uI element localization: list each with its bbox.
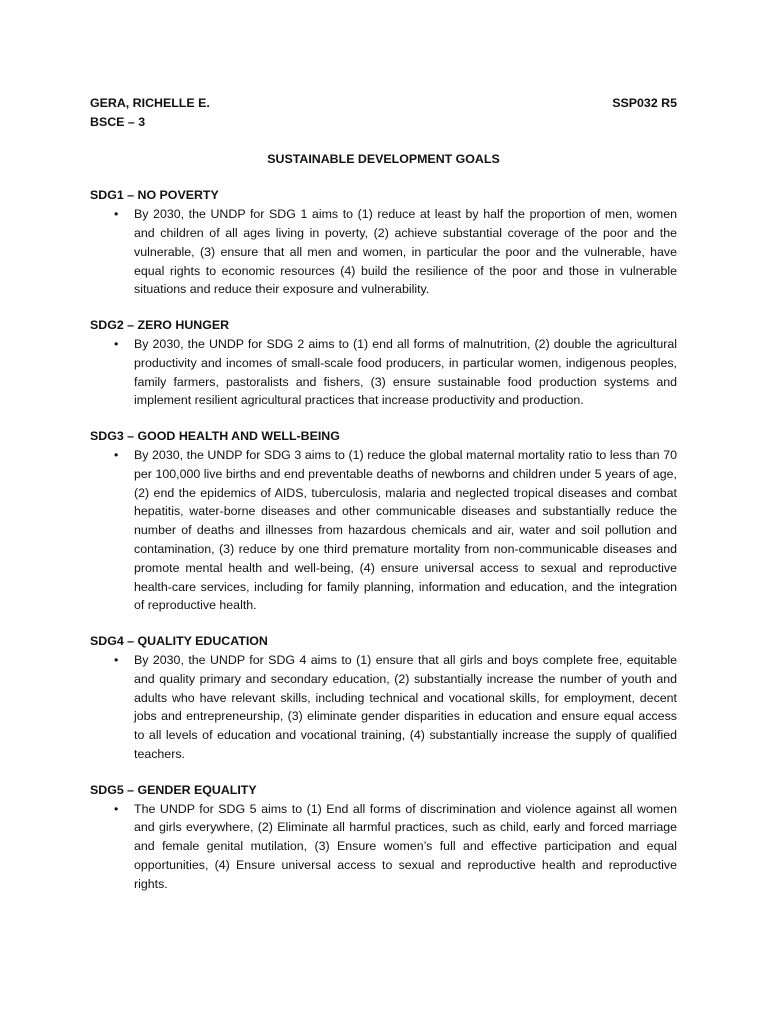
bullet-icon: • [114, 207, 119, 222]
list-item [90, 205, 677, 299]
bullet-icon: • [114, 652, 119, 667]
section-heading: SDG1 – NO POVERTY [90, 188, 219, 203]
section-heading: SDG3 – GOOD HEALTH AND WELL-BEING [90, 429, 340, 444]
program-year: BSCE – 3 [90, 114, 146, 129]
list-item [90, 335, 677, 410]
section-heading: SDG2 – ZERO HUNGER [90, 318, 230, 333]
section-sdg4 [90, 632, 677, 764]
paragraph-text: By 2030, the UNDP for SDG 4 aims to (1) ensure that all girls and boys complete free, equitable and quality primary and secondary education, (2) substantially increase the number of youth and adults who have relevant skills, including technical and vocational skills, for employment, decent jobs and entrepreneurship, (3) eliminate gender disparities in education and ensure equal access to all levels of education and vocational training, (4) substantially increase the supply of qualified teachers. [134, 652, 677, 761]
section-sdg3 [90, 427, 677, 615]
course-code: SSP032 R5 [612, 96, 677, 110]
bullet-icon: • [114, 336, 119, 351]
document-title: SUSTAINABLE DEVELOPMENT GOALS [267, 151, 500, 166]
section-sdg2 [90, 316, 677, 410]
list-item [90, 800, 677, 894]
section-heading: SDG4 – QUALITY EDUCATION [90, 634, 268, 649]
bullet-list [90, 446, 677, 615]
bullet-icon: • [114, 447, 119, 462]
bullet-list [90, 205, 677, 299]
document-page [90, 94, 677, 910]
paragraph-text: By 2030, the UNDP for SDG 3 aims to (1) reduce the global maternal mortality ratio to less than 70 per 100,000 live births and end preventable deaths of newborns and children under 5 years of age, (2) end the epidemics of AIDS, tuberculosis, malaria and neglected tropical diseases and combat hepatitis, water-borne diseases and other communicable diseases and substantially reduce the number of deaths and illnesses from hazardous chemicals and air, water and soil pollution and contamination, (3) reduce by one third premature mortality from non-communicable diseases and promote mental health and well-being, (4) ensure universal access to sexual and reproductive health-care services, including for family planning, information and education, and the integration of reproductive health. [134, 447, 677, 613]
header-row [90, 94, 677, 113]
list-item [90, 651, 677, 764]
section-heading: SDG5 – GENDER EQUALITY [90, 782, 257, 797]
section-sdg1 [90, 186, 677, 299]
list-item [90, 446, 677, 615]
paragraph-text: By 2030, the UNDP for SDG 2 aims to (1) end all forms of malnutrition, (2) double the agricultural productivity and incomes of small-scale food producers, in particular women, indigenous peoples, family farmers, pastoralists and fishers, (3) ensure sustainable food production systems and implement resilient agricultural practices that increase productivity and production. [134, 336, 677, 408]
bullet-list [90, 651, 677, 764]
bullet-icon: • [114, 801, 119, 816]
paragraph-text: By 2030, the UNDP for SDG 1 aims to (1) reduce at least by half the proportion of men, women and children of all ages living in poverty, (2) achieve substantial coverage of the poor and the vulnerable, (3) ensure that all men and women, in particular the poor and the vulnerable, have equal rights to economic resources (4) build the resilience of the poor and those in vulnerable situations and reduce their exposure and vulnerability. [134, 207, 677, 297]
bullet-list [90, 800, 677, 894]
section-sdg5 [90, 781, 677, 894]
paragraph-text: The UNDP for SDG 5 aims to (1) End all forms of discrimination and violence against all women and girls everywhere, (2) Eliminate all harmful practices, such as child, early and forced marriage and female genital mutilation, (3) Ensure women’s full and effective participation and equal opportunities, (4) Ensure universal access to sexual and reproductive health and reproductive rights. [134, 801, 677, 891]
student-name: GERA, RICHELLE E. [90, 96, 210, 110]
bullet-list [90, 335, 677, 410]
